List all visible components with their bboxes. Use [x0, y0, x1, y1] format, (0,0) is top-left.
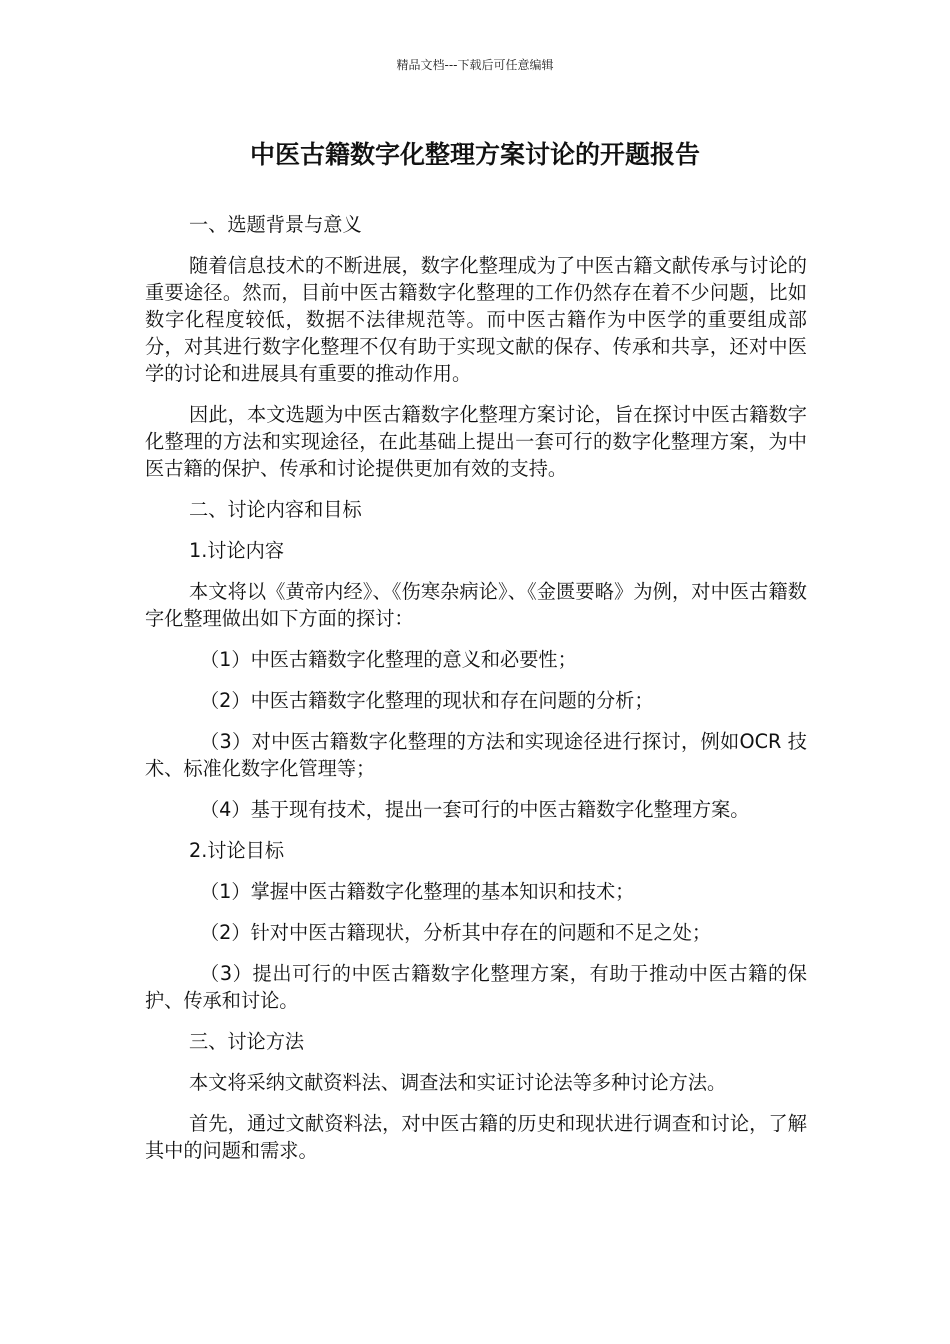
paragraph-method-1: 本文将采纳文献资料法、调查法和实证讨论法等多种讨论方法。 — [189, 1071, 727, 1094]
list-item-content-2: （2）中医古籍数字化整理的现状和存在问题的分析； — [200, 689, 654, 712]
document-body — [145, 211, 807, 1178]
list-item-goal-3: （3）提出可行的中医古籍数字化整理方案，有助于推动中医古籍的保护、传承和讨论。 — [145, 962, 807, 1012]
section-heading-background: 一、选题背景与意义 — [189, 213, 362, 236]
list-item-goal-2: （2）针对中医古籍现状，分析其中存在的问题和不足之处； — [200, 921, 712, 944]
list-item-content-4: （4）基于现有技术，提出一套可行的中医古籍数字化整理方案。 — [200, 798, 750, 821]
paragraph-content-intro: 本文将以《黄帝内经》、《伤寒杂病论》、《金匮要略》为例，对中医古籍数字化整理做出如下方面的探讨： — [145, 580, 807, 630]
section-heading-content-goals: 二、讨论内容和目标 — [189, 498, 362, 521]
paragraph-method-2: 首先，通过文献资料法，对中医古籍的历史和现状进行调查和讨论，了解其中的问题和需求。 — [145, 1112, 807, 1162]
paragraph-background-2: 因此，本文选题为中医古籍数字化整理方案讨论，旨在探讨中医古籍数字化整理的方法和实现途径，在此基础上提出一套可行的数字化整理方案，为中医古籍的保护、传承和讨论提供更加有效的支持。 — [145, 403, 807, 480]
list-item-content-3: （3）对中医古籍数字化整理的方法和实现途径进行探讨，例如OCR 技术、标准化数字化管理等； — [145, 730, 807, 780]
subheading-content: 1.讨论内容 — [189, 539, 285, 562]
page-title: 中医古籍数字化整理方案讨论的开题报告 — [249, 140, 700, 169]
list-item-goal-1: （1）掌握中医古籍数字化整理的基本知识和技术； — [200, 880, 635, 903]
paragraph-background-1: 随着信息技术的不断进展，数字化整理成为了中医古籍文献传承与讨论的重要途径。然而，目前中医古籍数字化整理的工作仍然存在着不少问题，比如数字化程度较低，数据不法律规范等。而中医古籍作为中医学的重要组成部分，对其进行数字化整理不仅有助于实现文献的保存、传承和共享，还对中医学的讨论和进展具有重要的推动作用。 — [145, 254, 807, 385]
header-note: 精品文档---下载后可任意编辑 — [396, 58, 554, 72]
subheading-goals: 2.讨论目标 — [189, 839, 285, 862]
list-item-content-1: （1）中医古籍数字化整理的意义和必要性； — [200, 648, 577, 671]
section-heading-method: 三、讨论方法 — [189, 1030, 305, 1053]
